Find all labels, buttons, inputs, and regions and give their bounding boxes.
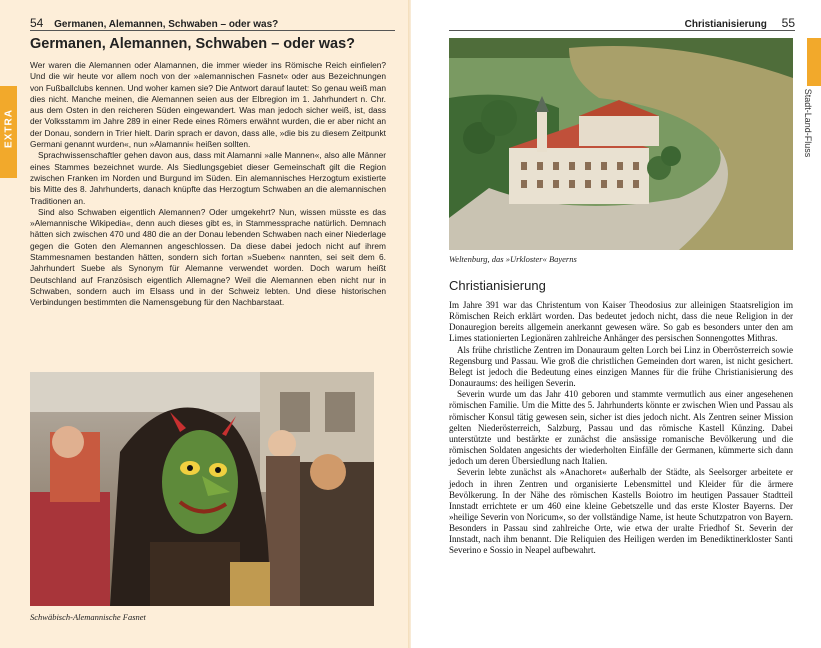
- right-running-header: [685, 16, 795, 30]
- weltenburg-photo-illustration: [449, 38, 793, 250]
- left-paragraph: Sind also Schwaben eigentlich Alemannen? Oder umgekehrt? Nun, wissen müsste es das »Alemannische Wikipedia«, denn auch dieses gibt es, in Stammessprache natürlich. Demnach hätten sich zwischen 470 und 480 die an der Donau lebenden Schwaben nach einer Niederlage gegen die Goten den Alemannen angeschlossen. Da diese dabei jedoch nicht auf ihrem Stammesnamen bestanden hätten, sondern sich fortan »Sueben« nannten, sei seit dem 6. Jahrhundert Suebe als Synonym für Alemanne verwendet worden. Doch warum heißt Deutschland auf Französisch eigentlich Allemagne? Weil die Alemannen eben nicht nur in Schwaben, sondern auch im Elsass und in der Schweiz lebten. Und diese historischen Verbindungen bestimmten die Namensgebung für den Nachbarstaat.: [30, 206, 386, 308]
- weltenburg-caption: Weltenburg, das »Urkloster« Bayerns: [449, 254, 577, 264]
- extra-section-tab: [0, 86, 17, 178]
- left-paragraph: Wer waren die Alemannen oder Alamannen, die immer wieder ins Römische Reich einfielen? Und die wir heute vor allem noch von der »alemannischen Fasnet« oder aus Bezeichnungen von Fußballclubs kennen. Und woher kamen sie? Die Antwort darauf lautet: So genau weiß man dies nicht. Manche meinen, die Alemannen seien aus der Elbregion im 1. Jahrhundert n. Chr. aus dem Osten in den reicheren Süden eingewandert. Was man jedoch sicher weiß, ist, dass der Volksstamm im Jahre 289 in einer Rede eines Römers erwähnt wurden, die er aber nicht an der Donau, sondern in Trier hielt. Darin sprach er davon, dass alle, »die bis zu diesem Zeitpunkt Germani genannt wurden«, nun »Alamanni« heißen sollten.: [30, 60, 386, 150]
- left-header-rule: [30, 30, 395, 31]
- left-page-number: 54: [30, 16, 44, 30]
- fasnet-photo: [30, 372, 374, 606]
- right-page-number: 55: [781, 16, 795, 30]
- right-paragraph: Im Jahre 391 war das Christentum von Kaiser Theodosius zur alleinigen Staatsreligion im Römischen Reich erklärt worden. Das bedeutet jedoch nicht, dass die neue Religion in der Donauregion bereits allgemein anerkannt gewesen wäre. So gab es besonders unter den am Limes stationierten Legionären zahlreiche Anhänger des persischen Sonnengottes Mithras.: [449, 300, 793, 344]
- weltenburg-photo: [449, 38, 793, 250]
- right-body-text: [449, 300, 793, 557]
- right-paragraph: Severin lebte zunächst als »Anachoret« außerhalb der Städte, als Seelsorger arbeitete er jedoch in ihren Zentren und organisierte Lebensmittel und Kleider für die ärmere Bevölkerung. In der Nähe des römischen Kastells Boiotro im heutigen Passauer Stadtteil Innstadt errichtete er um 460 eine kleine Gebetszelle und das erste Kloster Bayerns. Der »heilige Severin von Noricum«, so der vollständige Name, ist heute Schutzpatron von Bayern. Besonders in Passau sind zahlreiche Orte, wie etwa der uralte Friedhof St. Severin der Innstadt, nach ihm benannt. Die Reliquien des Heiligen werden im Benediktinerkloster Santi Severino e Sossio in Neapel aufbewahrt.: [449, 467, 793, 556]
- right-heading: Christianisierung: [449, 278, 546, 293]
- left-paragraph: Sprachwissenschaftler gehen davon aus, dass mit Alamanni »alle Mannen«, also alle Männer eines Stammes bezeichnet wurde. Als Siedlungsgebiet dieser Gemeinschaft gilt die Region zwischen Franken im Norden und Burgund im Süden. Ein alemannisches Herzogtum existierte bis Mitte des 8. Jahrhunderts, danach knüpfte das Herzogtum Schwaben an die alemannischen Traditionen an.: [30, 150, 386, 206]
- left-running-head: Germanen, Alemannen, Schwaben – oder was?: [54, 19, 279, 30]
- right-header-rule: [449, 30, 795, 31]
- side-section-tab: [807, 38, 821, 86]
- extra-tab-label: EXTRA: [3, 109, 15, 148]
- right-paragraph: Als frühe christliche Zentren im Donauraum gelten Lorch bei Linz in Oberrösterreich sowie Regensburg und Passau. Wie groß die christlichen Gemeinden dort waren, ist nicht gesichert. Belegt ist jedoch die Bedeutung eines einzigen Mannes für die frühe Christianisierung des Donauraums: des heiligen Severin.: [449, 344, 793, 389]
- fasnet-caption: Schwäbisch-Alemannische Fasnet: [30, 612, 146, 622]
- fasnet-photo-illustration: [30, 372, 374, 606]
- left-heading: Germanen, Alemannen, Schwaben – oder was?: [30, 36, 356, 52]
- left-running-header: [30, 16, 395, 30]
- left-body-text: [30, 60, 386, 309]
- right-paragraph: Severin wurde um das Jahr 410 geboren und stammte vermutlich aus einer angesehenen römischen Familie. Um die Mitte des 5. Jahrhunderts könnte er zwischen Wien und Passau als römischer Konsul tätig gewesen sein, sicher ist dies jedoch nicht. Als Zentren seiner Mission gelten Niederösterreich, Salzburg, Passau und das römische Kastell Künzing. Dabei unterstützte und bestärkte er zunächst die ansässige romanische Bevölkerung und die römischen Soldaten angesichts der wiederholten Einfälle der Germanen, kümmerte sich dann jedoch um deren Übersiedlung nach Italien.: [449, 389, 793, 467]
- side-section-label: Stadt-Land-Fluss: [803, 88, 813, 158]
- right-running-head: Christianisierung: [684, 19, 767, 30]
